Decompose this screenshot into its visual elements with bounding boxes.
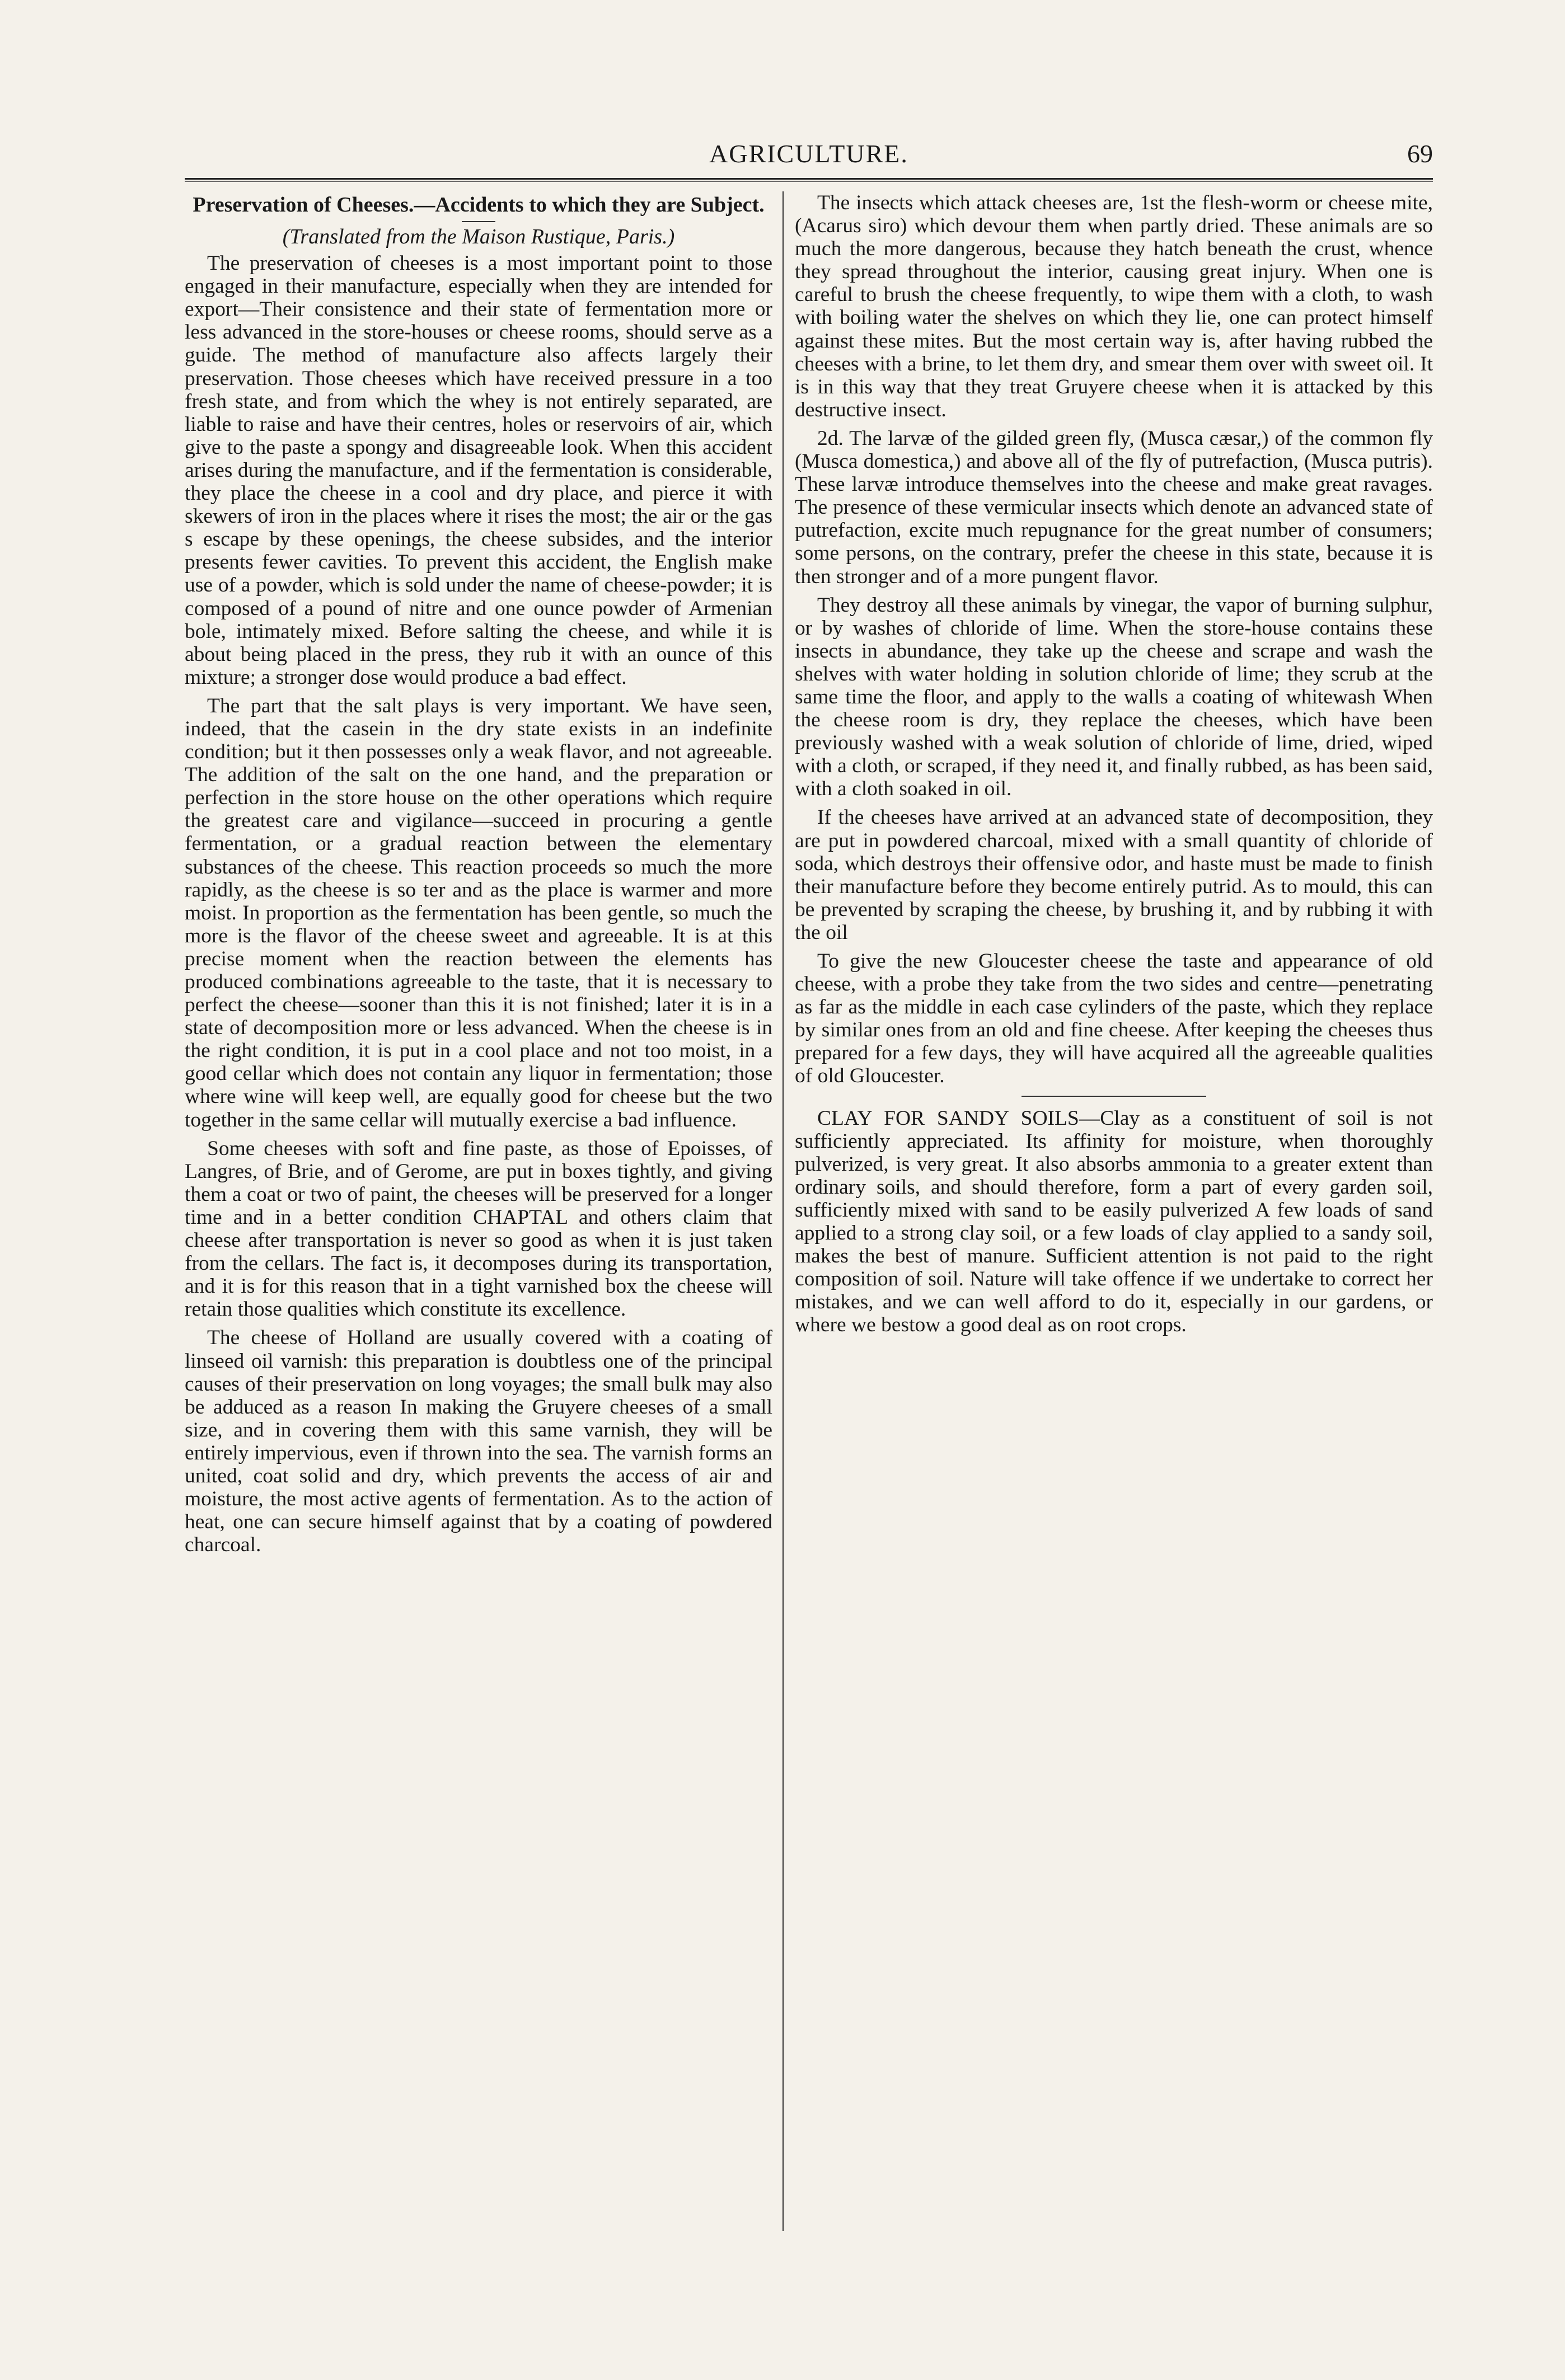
- article-paragraph: Some cheeses with soft and fine paste, as those of Epoisses, of Langres, of Brie, and of Gerome, are put in boxes tightly, and giving them a coat or two of paint, the cheeses will be preserved for a longer time and in a better condition CHAPTAL and others claim that cheese after transportation is never so good as when it is just taken from the cellars. The fact is, it decomposes during its transportation, and it is for this reason that in a tight varnished box the cheese will retain those qualities which constitute its excellence.: [185, 1137, 772, 1321]
- left-column: [185, 191, 772, 2234]
- article-paragraph: The preservation of cheeses is a most important point to those engaged in their manufacture, especially when they are intended for export—Their consistence and their state of fermentation more or less advanced in the store-houses or cheese rooms, should serve as a guide. The method of manufacture also affects largely their preservation. Those cheeses which have received pressure in a too fresh state, and from which the whey is not entirely separated, are liable to raise and have their centres, holes or reservoirs of air, which give to the paste a spongy and disagreeable look. When this accident arises during the manufacture, and if the fermentation is considerable, they place the cheese in a cool and dry place, and pierce it with skewers of iron in the places where it rises the most; the air or the gas s escape by these openings, the cheese subsides, and the interior presents fewer cavities. To prevent this accident, the English make use of a powder, which is sold under the name of cheese-powder; it is composed of a pound of nitre and one ounce powder of Armenian bole, intimately mixed. Before salting the cheese, and while it is about being placed in the press, they rub it with an ounce of this mixture; a stronger dose would produce a bad effect.: [185, 252, 772, 689]
- page-number: 69: [1407, 139, 1433, 168]
- article-paragraph: To give the new Gloucester cheese the taste and appearance of old cheese, with a probe they take from the two sides and centre—penetrating as far as the middle in each case cylinders of the paste, which they replace by similar ones from an old and fine cheese. After keeping the cheeses thus prepared for a few days, they will have acquired all the agreeable qualities of old Gloucester.: [795, 950, 1433, 1088]
- article-text: —Clay as a constituent of soil is not sufficiently appreciated. Its affinity for moisture, when thoroughly pulverized, is very great. It also absorbs ammonia to a greater extent than ordinary soils, and should therefore, form a part of every garden soil, sufficiently mixed with sand to be easily pulverized A few loads of sand applied to a strong clay soil, or a few loads of clay applied to a sandy soil, makes the best of manure. Sufficient attention is not paid to the right composition of soil. Nature will take offence if we undertake to correct her mistakes, and we can well afford to do it, especially in our gardens, or where we bestow a good deal as on root crops.: [795, 1106, 1433, 1337]
- running-head-title: AGRICULTURE.: [709, 139, 908, 168]
- article-lead: CLAY FOR SANDY SOILS: [817, 1106, 1079, 1130]
- article-paragraph: The insects which attack cheeses are, 1st the flesh-worm or cheese mite, (Acarus siro) which devour them when partly dried. These animals are so much the more dangerous, because they hatch beneath the crust, whence they spread throughout the interior, causing great injury. When one is careful to brush the cheese frequently, to wipe them with a cloth, to wash with boiling water the shelves on which they lie, one can protect himself against these mites. But the most certain way is, after having rubbed the cheeses with a brine, to let them dry, and smear them over with sweet oil. It is in this way that they treat Gruyere cheese when it is attacked by this destructive insect.: [795, 191, 1433, 421]
- article-paragraph: The cheese of Holland are usually covered with a coating of linseed oil varnish: this preparation is doubtless one of the principal causes of their preservation on long voyages; the small bulk may also be adduced as a reason In making the Gruyere cheeses of a small size, and in covering them with this same varnish, they will be entirely impervious, even if thrown into the sea. The varnish forms an united, coat solid and dry, which prevents the access of air and moisture, the most active agents of fermentation. As to the action of heat, one can secure himself against that by a coating of powdered charcoal.: [185, 1326, 772, 1557]
- right-column: [795, 191, 1433, 2234]
- column-divider: [782, 191, 784, 2231]
- article-title: Preservation of Cheeses.—Accidents to which they are Subject.: [193, 193, 765, 217]
- article-paragraph: If the cheeses have arrived at an advanced state of decomposition, they are put in powdered charcoal, mixed with a small quantity of chloride of soda, which destroys their offensive odor, and haste must be made to finish their manufacture before they become entirely putrid. As to mould, this can be prevented by scraping the cheese, by brushing it, and by rubbing it with the oil: [795, 806, 1433, 944]
- article-paragraph: [795, 1107, 1433, 1337]
- article-paragraph: They destroy all these animals by vinegar, the vapor of burning sulphur, or by washes of chloride of lime. When the store-house contains these insects in abundance, they take up the cheese and scrape and wash the shelves with water holding in solution chloride of lime; they scrub at the same time the floor, and apply to the walls a coating of whitewash When the cheese room is dry, they replace the cheeses, which have been previously washed with a weak solution of chloride of lime, dried, wiped with a cloth, or scraped, if they need it, and finally rubbed, as has been said, with a cloth soaked in oil.: [795, 593, 1433, 801]
- article-separator: [1022, 1096, 1206, 1097]
- header-rule: [185, 178, 1433, 182]
- article-byline: (Translated from the Maison Rustique, Paris.): [282, 225, 675, 248]
- article-paragraph: The part that the salt plays is very important. We have seen, indeed, that the casein in the dry state exists in an indefinite condition; but it then possesses only a weak flavor, and not agreeable. The addition of the salt on the one hand, and the preparation or perfection in the store house on the other operations which require the greatest care and vigilance—succeed in procuring a gentle fermentation, or a gradual reaction between the elementary substances of the cheese. This reaction proceeds so much the more rapidly, as the cheese is so ter and as the place is warmer and more moist. In proportion as the fermentation has been gentle, so much the more is the flavor of the cheese sweet and agreeable. It is at this precise moment when the reaction between the elements has produced combinations agreeable to the taste, that it is necessary to perfect the cheese—sooner than this it is not finished; later it is in a state of decomposition more or less advanced. When the cheese is in the right condition, it is put in a cool place and not too moist, in a good cellar which does not contain any liquor in fermentation; those where wine will keep well, are equally good for cheese but the two together in the same cellar will mutually exercise a bad influence.: [185, 694, 772, 1132]
- article-paragraph: 2d. The larvæ of the gilded green fly, (Musca cæsar,) of the common fly (Musca domestica,) and above all of the fly of putrefaction, (Musca putris). These larvæ introduce themselves into the cheese and make great ravages. The presence of these vermicular insects which denote an advanced state of putrefaction, excite much repugnance for the great number of consumers; some persons, on the contrary, prefer the cheese in this state, because it is then stronger and of a more pungent flavor.: [795, 426, 1433, 588]
- running-head: [185, 139, 1433, 178]
- title-rule: [462, 221, 495, 222]
